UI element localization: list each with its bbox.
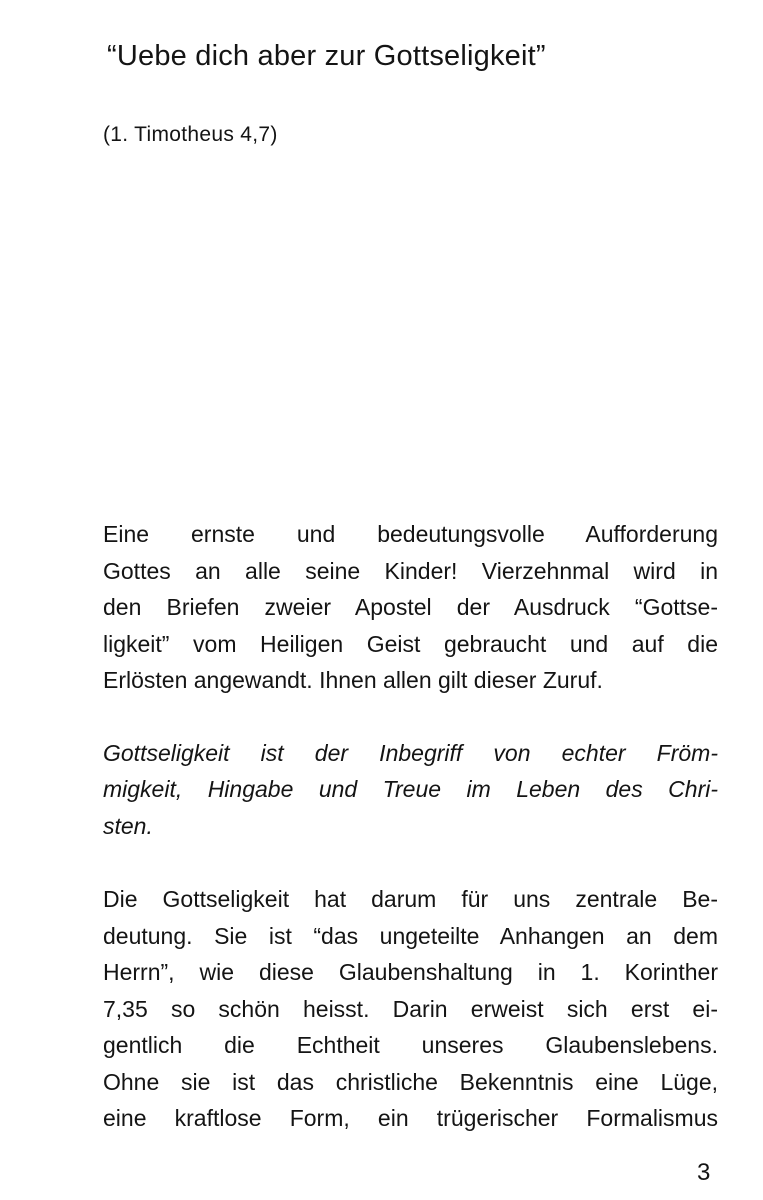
text-line: Gottseligkeit ist der Inbegriff von echter Fröm-: [103, 740, 718, 766]
text-line: eine kraftlose Form, ein trügerischer Formalismus: [103, 1105, 718, 1131]
text-line: deutung. Sie ist “das ungeteilte Anhangen an dem: [103, 923, 718, 949]
text-line: Eine ernste und bedeutungsvolle Aufforderung: [103, 521, 718, 547]
page-title: “Uebe dich aber zur Gottseligkeit”: [107, 40, 546, 72]
text-line: 7,35 so schön heisst. Darin erweist sich erst ei-: [103, 996, 718, 1022]
text-line: migkeit, Hingabe und Treue im Leben des Chri-: [103, 776, 718, 802]
text-line: Herrn”, wie diese Glaubenshaltung in 1. Korinther: [103, 959, 718, 985]
text-line: Die Gottseligkeit hat darum für uns zentrale Be-: [103, 886, 718, 912]
text-line: Gottes an alle seine Kinder! Vierzehnmal wird in: [103, 558, 718, 584]
text-line: sten.: [103, 813, 153, 839]
text-line: gentlich die Echtheit unseres Glaubenslebens.: [103, 1032, 718, 1058]
page-number: 3: [697, 1159, 711, 1186]
text-line: ligkeit” vom Heiligen Geist gebraucht und auf die: [103, 631, 718, 657]
bible-reference: (1. Timotheus 4,7): [103, 123, 278, 146]
text-line: Erlösten angewandt. Ihnen allen gilt dieser Zuruf.: [103, 667, 603, 693]
text-line: den Briefen zweier Apostel der Ausdruck “Gottse-: [103, 594, 718, 620]
text-line: Ohne sie ist das christliche Bekenntnis eine Lüge,: [103, 1069, 718, 1095]
